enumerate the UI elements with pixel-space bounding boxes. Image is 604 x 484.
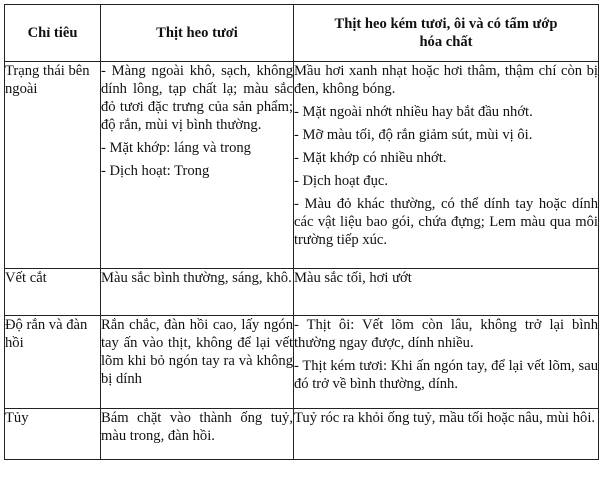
- fresh-paragraph: Màu sắc bình thường, sáng, khô.: [101, 270, 292, 286]
- fresh-cell: [101, 62, 294, 269]
- header-criterion: Chỉ tiêu: [5, 5, 101, 62]
- header-fresh: Thịt heo tươi: [101, 5, 294, 62]
- stale-paragraph: - Thịt ôi: Vết lõm còn lâu, không trở lại bình thường ngay được, dính nhiều.: [294, 317, 598, 351]
- stale-paragraph: - Mặt khớp có nhiều nhớt.: [294, 150, 447, 166]
- stale-paragraph: - Màu đỏ khác thường, có thể dính tay hoặc dính các vật liệu bao gói, chứa đựng; Lem màu qua môi trường tiếp xúc.: [294, 196, 598, 248]
- fresh-paragraph: - Mặt khớp: láng và trong: [101, 140, 251, 156]
- stale-paragraph: Tuỷ róc ra khỏi ống tuỷ, mầu tối hoặc nâu, mùi hôi.: [294, 410, 596, 426]
- stale-paragraph: Màu sắc tối, hơi ướt: [294, 270, 412, 286]
- stale-paragraph: - Dịch hoạt đục.: [294, 173, 389, 189]
- fresh-paragraph: - Dịch hoạt: Trong: [101, 163, 210, 179]
- criterion-cell: Độ rắn và đàn hồi: [5, 316, 101, 409]
- stale-paragraph: - Thịt kém tươi: Khi ấn ngón tay, để lại vết lõm, sau đó trở về bình thường, dính.: [294, 358, 598, 392]
- fresh-paragraph: - Màng ngoài khô, sạch, không dính lông, tạp chất lạ; màu sắc đỏ tươi đặc trưng của sản phẩm; độ rắn, mùi vị bình thường.: [101, 63, 293, 133]
- fresh-cell: [101, 409, 294, 460]
- stale-cell: [294, 269, 599, 316]
- fresh-paragraph: Bám chặt vào thành ống tuỷ, màu trong, đàn hồi.: [101, 410, 293, 444]
- stale-cell: [294, 409, 599, 460]
- table-row: [5, 409, 599, 460]
- table-row: [5, 316, 599, 409]
- fresh-cell: [101, 316, 294, 409]
- fresh-paragraph: Rắn chắc, đàn hồi cao, lấy ngón tay ấn vào thịt, không để lại vết lõm khi bỏ ngón tay ra và không bị dính: [101, 317, 293, 387]
- header-stale: Thịt heo kém tươi, ôi và có tẩm ướp hóa chất: [294, 5, 599, 62]
- header-row: [5, 5, 599, 62]
- comparison-table: [4, 4, 599, 460]
- stale-paragraph: - Mỡ màu tối, độ rắn giảm sút, mùi vị ôi.: [294, 127, 533, 143]
- stale-cell: [294, 62, 599, 269]
- table-row: [5, 62, 599, 269]
- stale-cell: [294, 316, 599, 409]
- criterion-cell: Tủy: [5, 409, 101, 460]
- table-row: [5, 269, 599, 316]
- fresh-cell: [101, 269, 294, 316]
- stale-paragraph: Mầu hơi xanh nhạt hoặc hơi thâm, thậm chí còn bị đen, không bóng.: [294, 63, 598, 97]
- stale-paragraph: - Mặt ngoài nhớt nhiều hay bắt đầu nhớt.: [294, 104, 533, 120]
- criterion-cell: Vết cắt: [5, 269, 101, 316]
- criterion-cell: Trạng thái bên ngoài: [5, 62, 101, 269]
